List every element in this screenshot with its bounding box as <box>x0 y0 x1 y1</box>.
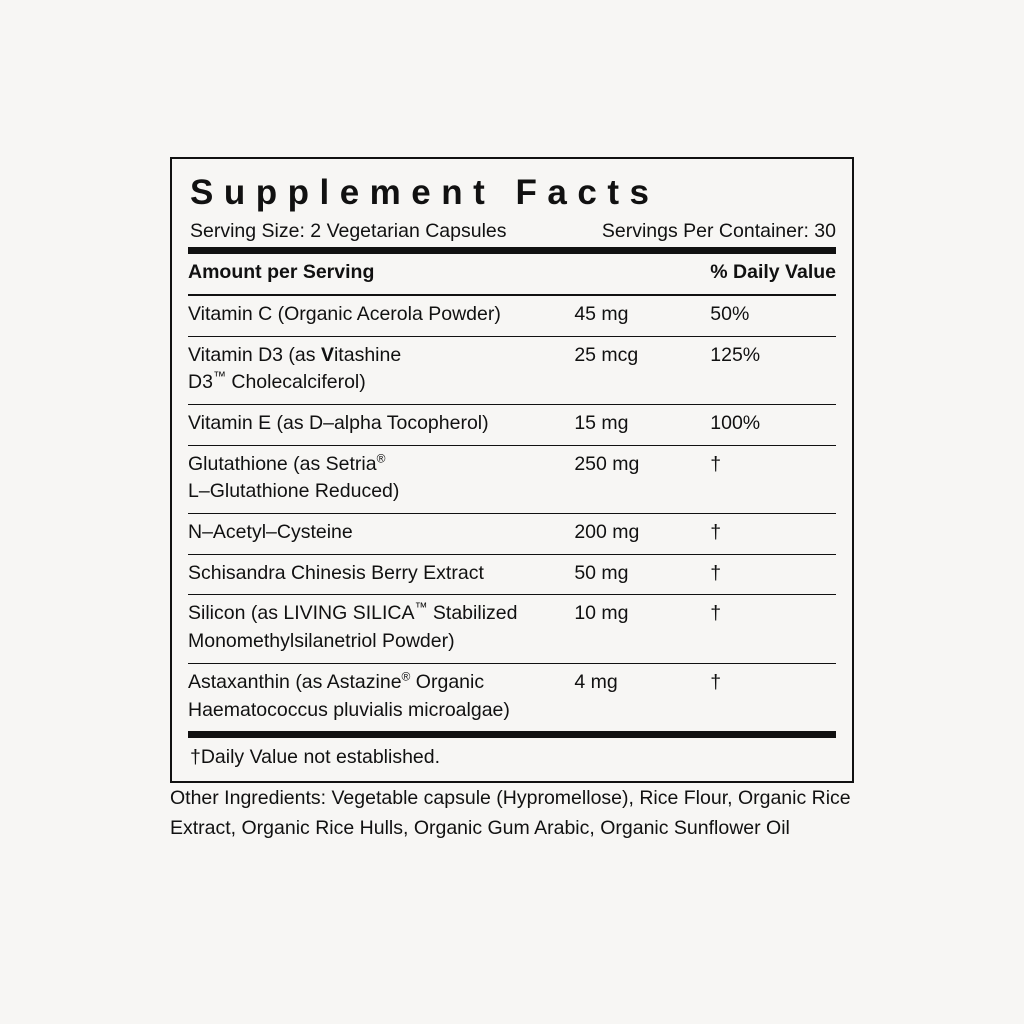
other-ingredients-text: Other Ingredients: Vegetable capsule (Hypromellose), Rice Flour, Organic Rice Extract, Organic Rice Hulls, Organic Gum Arabic, Organic Sunflower Oil <box>170 787 851 840</box>
table-row <box>188 295 836 336</box>
nutrient-amount: 25 mcg <box>574 336 710 404</box>
nutrient-amount: 250 mg <box>574 445 710 513</box>
nutrient-name <box>188 336 574 404</box>
nutrient-name-emphasis: V <box>320 343 334 366</box>
table-row <box>188 595 836 663</box>
nutrient-daily-value: † <box>710 514 836 555</box>
nutrient-name: Vitamin C (Organic Acerola Powder) <box>188 295 574 336</box>
header-daily-value: % Daily Value <box>710 254 836 294</box>
registered-symbol: ® <box>376 451 386 466</box>
serving-size-label: Serving Size: 2 Vegetarian Capsules <box>190 220 507 243</box>
nutrient-name-part: Organic <box>410 670 485 693</box>
nutrient-amount: 200 mg <box>574 514 710 555</box>
nutrient-amount: 45 mg <box>574 295 710 336</box>
nutrient-daily-value: † <box>710 595 836 663</box>
nutrient-daily-value: † <box>710 670 722 693</box>
nutrient-name-part: Stabilized <box>427 602 518 625</box>
nutrient-name: Schisandra Chinesis Berry Extract <box>188 554 574 595</box>
nutrient-name-part: Vitamin D3 (as <box>188 343 321 366</box>
serving-info-row <box>188 213 836 247</box>
nutrient-name: Vitamin E (as D–alpha Tocopherol) <box>188 405 574 446</box>
nutrient-amount: 50 mg <box>574 554 710 595</box>
nutrient-daily-value: † <box>710 445 836 513</box>
nutrient-name-part: Glutathione (as Setria <box>188 452 377 475</box>
table-row <box>188 445 836 513</box>
nutrient-daily-value: † <box>710 554 836 595</box>
nutrient-name-part: Monomethylsilanetriol Powder) <box>188 630 455 653</box>
nutrient-name: N–Acetyl–Cysteine <box>188 514 574 555</box>
servings-per-container-label: Servings Per Container: 30 <box>601 220 836 243</box>
nutrient-name-part: L–Glutathione Reduced) <box>188 480 400 503</box>
nutrient-name-part: itashine <box>333 343 402 366</box>
table-row <box>188 405 836 446</box>
registered-symbol: ® <box>401 669 411 684</box>
header-spacer <box>574 254 710 294</box>
panel-title: Supplement Facts <box>190 173 660 212</box>
nutrient-amount: 15 mg <box>574 405 710 446</box>
nutrient-name-part: D3 <box>188 371 213 394</box>
nutrient-amount: 4 mg <box>574 670 618 693</box>
nutrient-name <box>188 445 574 513</box>
nutrient-daily-value: 125% <box>710 336 836 404</box>
daily-value-footnote: †Daily Value not established. <box>190 746 441 769</box>
divider-thick-top <box>188 247 836 254</box>
trademark-symbol: ™ <box>414 599 428 615</box>
nutrient-daily-value: 100% <box>710 405 836 446</box>
nutrient-daily-value: 50% <box>710 295 836 336</box>
table-row <box>188 663 836 731</box>
divider-thick-bottom <box>188 731 836 738</box>
nutrient-amount: 10 mg <box>574 595 710 663</box>
nutrient-name-part: Haematococcus pluvialis microalgae) <box>188 698 510 721</box>
nutrient-name <box>188 595 574 663</box>
nutrient-name <box>188 663 574 731</box>
nutrient-name-part: Silicon (as LIVING SILICA <box>188 602 415 625</box>
trademark-symbol: ™ <box>212 368 226 384</box>
header-amount-per-serving: Amount per Serving <box>188 254 574 294</box>
nutrient-name-part: Astaxanthin (as Astazine <box>188 670 402 693</box>
supplement-facts-panel <box>170 157 854 783</box>
table-row <box>188 336 836 404</box>
nutrient-name-part: Cholecalciferol) <box>225 371 366 394</box>
table-row <box>188 514 836 555</box>
table-header-row <box>188 254 836 294</box>
nutrition-table <box>188 254 836 731</box>
table-row <box>188 554 836 595</box>
